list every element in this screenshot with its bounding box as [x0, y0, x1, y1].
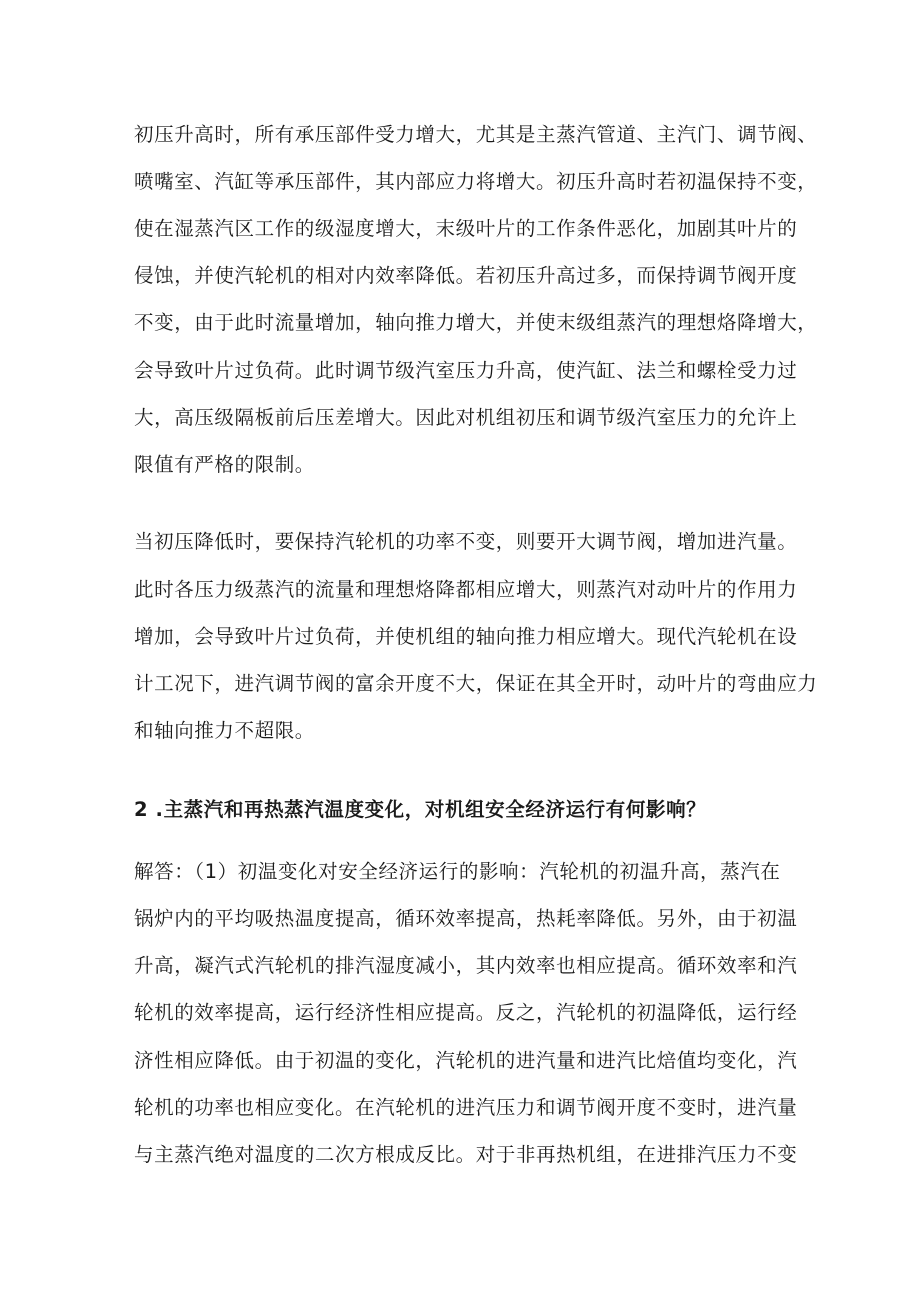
paragraph-2-line-2: 此时各压力级蒸汽的流量和理想烙降都相应增大，则蒸汽对动叶片的作用力 [134, 578, 798, 601]
paragraph-1-line-7: 大，高压级隔板前后压差增大。因此对机组初压和调节级汽室压力的允许上 [134, 406, 798, 429]
answer-2-line-7: 与主蒸汽绝对温度的二次方根成反比。对于非再热机组，在进排汽压力不变 [134, 1143, 798, 1166]
paragraph-1-line-4: 侵蚀，并使汽轮机的相对内效率降低。若初压升高过多，而保持调节阀开度 [134, 264, 798, 287]
answer-2-line-4: 轮机的效率提高，运行经济性相应提高。反之，汽轮机的初温降低，运行经 [134, 1001, 798, 1024]
paragraph-1-line-6: 会导致叶片过负荷。此时调节级汽室压力升高，使汽缸、法兰和螺栓受力过 [134, 359, 798, 382]
answer-2-line-1: 解答：（1）初温变化对安全经济运行的影响：汽轮机的初温升高，蒸汽在 [134, 860, 781, 883]
paragraph-1-line-5: 不变，由于此时流量增加，轴向推力增大，并使末级组蒸汽的理想烙降增大， [134, 311, 818, 334]
paragraph-2-line-3: 增加，会导致叶片过负荷，并使机组的轴向推力相应增大。现代汽轮机在设 [134, 625, 798, 648]
paragraph-2-line-5: 和轴向推力不超限。 [134, 719, 315, 742]
paragraph-2-line-1: 当初压降低时，要保持汽轮机的功率不变，则要开大调节阀，增加进汽量。 [134, 530, 798, 553]
answer-2-line-3: 升高，凝汽式汽轮机的排汽湿度减小，其内效率也相应提高。循环效率和汽 [134, 954, 798, 977]
paragraph-1-line-8: 限值有严格的限制。 [134, 453, 315, 476]
answer-2-line-6: 轮机的功率也相应变化。在汽轮机的进汽压力和调节阀开度不变时，进汽量 [134, 1096, 798, 1119]
paragraph-1-line-3: 使在湿蒸汽区工作的级湿度增大，末级叶片的工作条件恶化，加剧其叶片的 [134, 217, 798, 240]
answer-2-line-5: 济性相应降低。由于初温的变化，汽轮机的进汽量和进汽比焙值均变化，汽 [134, 1049, 798, 1072]
paragraph-1-line-1: 初压升高时，所有承压部件受力增大，尤其是主蒸汽管道、主汽门、调节阀、 [134, 123, 818, 146]
question-2-heading: 2 .主蒸汽和再热蒸汽温度变化，对机组安全经济运行有何影响？ [134, 798, 707, 821]
paragraph-2-line-4: 计工况下，进汽调节阀的富余开度不大，保证在其全开时，动叶片的弯曲应力 [134, 672, 818, 695]
paragraph-1-line-2: 喷嘴室、汽缸等承压部件，其内部应力将增大。初压升高时若初温保持不变， [134, 170, 818, 193]
answer-2-line-2: 锅炉内的平均吸热温度提高，循环效率提高，热耗率降低。另外，由于初温 [134, 907, 798, 930]
